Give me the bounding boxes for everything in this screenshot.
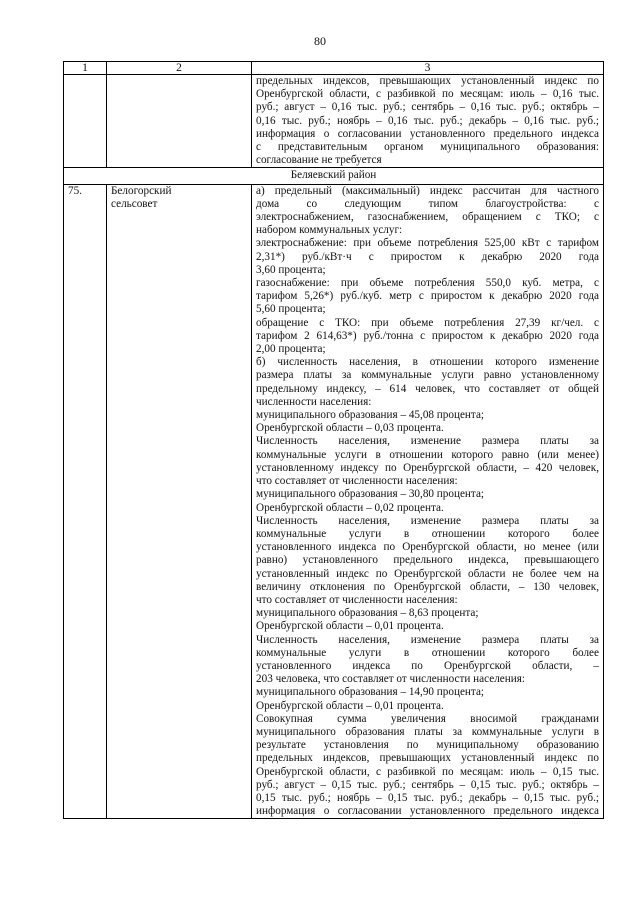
text-line: информация о согласовании установленного предельного индекса <box>256 805 599 818</box>
text-line: набором коммунальных услуг: <box>256 224 403 237</box>
text-line: муниципального образования – 14,90 процента; <box>256 686 485 699</box>
text-line: обращение с ТКО: при объеме потребления 27,39 кг/чел. с <box>256 316 599 329</box>
text-line: величину отклонения по Оренбургской области, – 130 человек, <box>256 580 599 593</box>
text-line: информация о согласовании установленного предельного индекса <box>256 127 599 140</box>
text-line: муниципального образования – 45,08 процента; <box>256 409 485 422</box>
text-line: предельному индексу, – 614 человек, что составляет от общей <box>256 382 599 395</box>
continuation-row <box>64 75 604 168</box>
text-line: установленному индексу по Оренбургской области, – 420 человек, <box>256 461 599 474</box>
text-line: газоснабжение: при объеме потребления 550,0 куб. метра, с <box>256 277 599 290</box>
text-line: коммунальные услуги в отношении которого более <box>256 646 599 659</box>
text-line: 0,16 тыс. руб.; ноябрь – 0,16 тыс. руб.; декабрь – 0,16 тыс. руб.; <box>256 114 599 127</box>
header-cell-3: 3 <box>252 62 604 75</box>
text-line: дома со следующим типом благоустройства: с <box>256 197 599 210</box>
text-line: Оренбургской области – 0,01 процента. <box>256 620 444 633</box>
text-line: установленного индекса по Оренбургской области, но менее (или <box>256 541 599 554</box>
page-number: 80 <box>314 34 326 48</box>
text-line: б) численность населения, в отношении которого изменение <box>256 356 599 369</box>
table-header-row <box>64 62 604 75</box>
text-line: Оренбургской области, с разбивкой по месяцам: июль – 0,16 тыс. <box>256 88 599 101</box>
row-number: 75. <box>64 184 107 819</box>
text-line: с представительным органом муниципального образования: <box>256 141 599 154</box>
text-line: Совокупная сумма увеличения вносимой гражданами <box>256 712 599 725</box>
text-line: Оренбургской области – 0,02 процента. <box>256 501 444 514</box>
text-line: согласование не требуется <box>256 154 382 167</box>
text-line: руб.; август – 0,16 тыс. руб.; сентябрь – 0,16 тыс. руб.; октябрь – <box>256 101 599 114</box>
text-line: а) предельный (максимальный) индекс рассчитан для частного <box>256 184 599 197</box>
text-line: 0,15 тыс. руб.; ноябрь – 0,15 тыс. руб.; декабрь – 0,15 тыс. руб.; <box>256 791 599 804</box>
district-heading: Беляевский район <box>64 168 604 184</box>
municipality-name-line: Белогорский <box>111 184 172 197</box>
continuation-text-cell <box>252 75 604 168</box>
text-line: Численность населения, изменение размера платы за <box>256 435 599 448</box>
text-line: установленного индекса по Оренбургской области, – <box>256 659 599 672</box>
municipality-name-line: сельсовет <box>111 197 158 210</box>
text-line: численности населения: <box>256 395 372 408</box>
header-cell-2: 2 <box>107 62 252 75</box>
text-line: Численность населения, изменение размера платы за <box>256 633 599 646</box>
text-line: что составляет от численности населения: <box>256 593 458 606</box>
text-line: результате установления по муниципальному образованию <box>256 739 599 752</box>
continuation-number-cell <box>64 75 107 168</box>
district-row <box>64 168 604 184</box>
text-line: коммунальные услуги в отношении которого более <box>256 527 599 540</box>
indices-table <box>63 61 604 819</box>
text-line: Численность населения, изменение размера платы за <box>256 514 599 527</box>
municipality-name-cell <box>107 184 252 819</box>
text-line: муниципального образования – 8,63 процента; <box>256 607 479 620</box>
table-row <box>64 184 604 819</box>
index-description-cell <box>252 184 604 819</box>
text-line: предельных индексов, превышающих установленный индекс по <box>256 752 599 765</box>
text-line: Оренбургской области – 0,01 процента. <box>256 699 444 712</box>
text-line: электроснабжением, газоснабжением, обращением с ТКО; с <box>256 211 599 224</box>
text-line: что составляет от численности населения: <box>256 475 458 488</box>
text-line: руб.; август – 0,15 тыс. руб.; сентябрь – 0,15 тыс. руб.; октябрь – <box>256 778 599 791</box>
text-line: 3,60 процента; <box>256 263 326 276</box>
text-line: Оренбургской области, с разбивкой по месяцам: июль – 0,15 тыс. <box>256 765 599 778</box>
text-line: коммунальные услуги в отношении которого равно (или менее) <box>256 448 599 461</box>
header-cell-1: 1 <box>64 62 107 75</box>
continuation-name-cell <box>107 75 252 168</box>
text-line: предельных индексов, превышающих установленный индекс по <box>256 75 599 87</box>
text-line: Оренбургской области – 0,03 процента. <box>256 422 444 435</box>
text-line: тарифом 5,26*) руб./куб. метр с приростом к декабрю 2020 года <box>256 290 599 303</box>
text-line: равно) установленного предельного индекса, превышающего <box>256 554 599 567</box>
text-line: 2,00 процента; <box>256 343 326 356</box>
text-line: 203 человека, что составляет от численности населения: <box>256 673 525 686</box>
text-line: установленный индекс по Оренбургской области не более чем на <box>256 567 599 580</box>
text-line: муниципального образования платы за коммунальные услуги в <box>256 725 599 738</box>
text-line: 5,60 процента; <box>256 303 326 316</box>
text-line: электроснабжение: при объеме потребления 525,00 кВт с тарифом <box>256 237 599 250</box>
text-line: 2,31*) руб./кВт·ч с приростом к декабрю 2020 года <box>256 250 599 263</box>
text-line: тарифом 2 614,63*) руб./тонна с приростом к декабрю 2020 года <box>256 329 599 342</box>
text-line: размера платы за коммунальные услуги равно установленному <box>256 369 599 382</box>
text-line: муниципального образования – 30,80 процента; <box>256 488 485 501</box>
